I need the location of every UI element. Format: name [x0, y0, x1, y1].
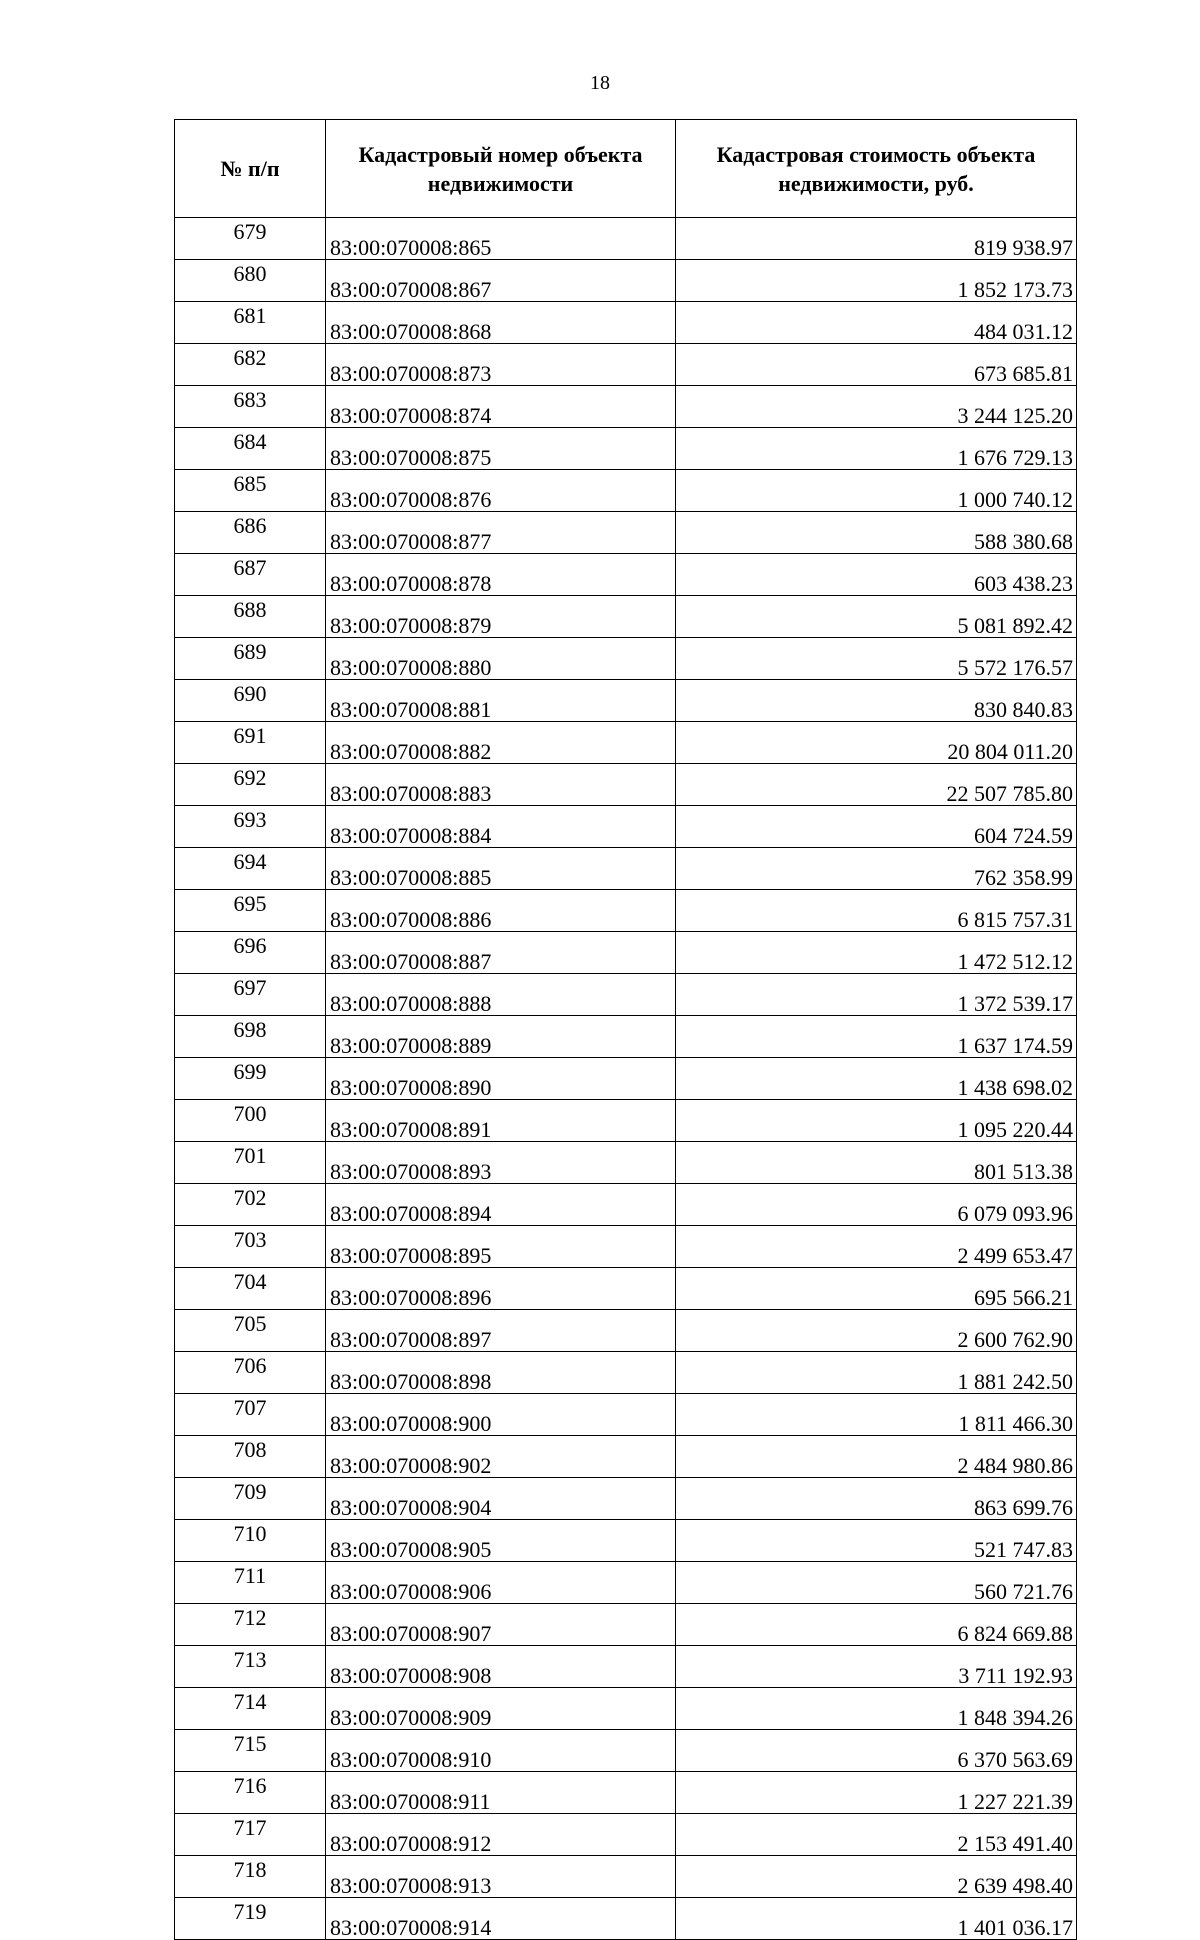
cadastral-value-cell: 1 811 466.30: [676, 1394, 1077, 1436]
table-row: [175, 1478, 1077, 1520]
cadastral-value-cell: 560 721.76: [676, 1562, 1077, 1604]
table-row: [175, 344, 1077, 386]
cadastral-number-cell: 83:00:070008:884: [326, 806, 676, 848]
cadastral-number-cell: 83:00:070008:881: [326, 680, 676, 722]
cadastral-value-cell: 2 484 980.86: [676, 1436, 1077, 1478]
cadastral-number-cell: 83:00:070008:868: [326, 302, 676, 344]
row-number-cell: 692: [175, 764, 326, 806]
row-number-cell: 702: [175, 1184, 326, 1226]
table-row: [175, 218, 1077, 260]
cadastral-value-cell: 5 081 892.42: [676, 596, 1077, 638]
table-row: [175, 1100, 1077, 1142]
cadastral-value-cell: 604 724.59: [676, 806, 1077, 848]
row-number-cell: 686: [175, 512, 326, 554]
header-row-number: № п/п: [175, 120, 326, 218]
cadastral-value-cell: 1 852 173.73: [676, 260, 1077, 302]
cadastral-value-table: [174, 119, 1077, 1940]
cadastral-number-cell: 83:00:070008:900: [326, 1394, 676, 1436]
table-row: [175, 1898, 1077, 1940]
row-number-cell: 685: [175, 470, 326, 512]
cadastral-number-cell: 83:00:070008:913: [326, 1856, 676, 1898]
table-row: [175, 260, 1077, 302]
cadastral-value-cell: 6 370 563.69: [676, 1730, 1077, 1772]
cadastral-value-cell: 1 676 729.13: [676, 428, 1077, 470]
cadastral-value-cell: 1 227 221.39: [676, 1772, 1077, 1814]
cadastral-number-cell: 83:00:070008:904: [326, 1478, 676, 1520]
row-number-cell: 707: [175, 1394, 326, 1436]
cadastral-value-cell: 1 848 394.26: [676, 1688, 1077, 1730]
cadastral-number-cell: 83:00:070008:893: [326, 1142, 676, 1184]
table-row: [175, 1562, 1077, 1604]
cadastral-number-cell: 83:00:070008:879: [326, 596, 676, 638]
table-row: [175, 764, 1077, 806]
table-row: [175, 722, 1077, 764]
cadastral-number-cell: 83:00:070008:891: [326, 1100, 676, 1142]
row-number-cell: 710: [175, 1520, 326, 1562]
cadastral-value-cell: 2 600 762.90: [676, 1310, 1077, 1352]
cadastral-value-cell: 830 840.83: [676, 680, 1077, 722]
cadastral-value-cell: 695 566.21: [676, 1268, 1077, 1310]
table-row: [175, 1184, 1077, 1226]
cadastral-value-cell: 588 380.68: [676, 512, 1077, 554]
cadastral-number-cell: 83:00:070008:883: [326, 764, 676, 806]
cadastral-value-cell: 603 438.23: [676, 554, 1077, 596]
cadastral-number-cell: 83:00:070008:902: [326, 1436, 676, 1478]
table-row: [175, 1520, 1077, 1562]
cadastral-value-cell: 2 639 498.40: [676, 1856, 1077, 1898]
table-row: [175, 1394, 1077, 1436]
cadastral-number-cell: 83:00:070008:910: [326, 1730, 676, 1772]
table-row: [175, 1646, 1077, 1688]
cadastral-value-cell: 1 000 740.12: [676, 470, 1077, 512]
cadastral-number-cell: 83:00:070008:875: [326, 428, 676, 470]
table-row: [175, 1142, 1077, 1184]
table-row: [175, 680, 1077, 722]
table-header-row: [175, 120, 1077, 218]
table-row: [175, 848, 1077, 890]
cadastral-number-cell: 83:00:070008:878: [326, 554, 676, 596]
cadastral-value-cell: 2 499 653.47: [676, 1226, 1077, 1268]
cadastral-number-cell: 83:00:070008:898: [326, 1352, 676, 1394]
row-number-cell: 699: [175, 1058, 326, 1100]
cadastral-value-cell: 1 438 698.02: [676, 1058, 1077, 1100]
header-cadastral-value: Кадастровая стоимость объекта недвижимости, руб.: [676, 120, 1077, 218]
cadastral-number-cell: 83:00:070008:889: [326, 1016, 676, 1058]
cadastral-value-cell: 1 472 512.12: [676, 932, 1077, 974]
row-number-cell: 708: [175, 1436, 326, 1478]
table-row: [175, 1268, 1077, 1310]
table-row: [175, 1856, 1077, 1898]
cadastral-value-cell: 762 358.99: [676, 848, 1077, 890]
row-number-cell: 704: [175, 1268, 326, 1310]
table-row: [175, 1814, 1077, 1856]
cadastral-number-cell: 83:00:070008:911: [326, 1772, 676, 1814]
cadastral-number-cell: 83:00:070008:873: [326, 344, 676, 386]
row-number-cell: 705: [175, 1310, 326, 1352]
row-number-cell: 683: [175, 386, 326, 428]
table-row: [175, 1226, 1077, 1268]
row-number-cell: 695: [175, 890, 326, 932]
cadastral-value-cell: 1 372 539.17: [676, 974, 1077, 1016]
row-number-cell: 684: [175, 428, 326, 470]
row-number-cell: 700: [175, 1100, 326, 1142]
row-number-cell: 716: [175, 1772, 326, 1814]
cadastral-number-cell: 83:00:070008:882: [326, 722, 676, 764]
row-number-cell: 711: [175, 1562, 326, 1604]
table-row: [175, 890, 1077, 932]
cadastral-number-cell: 83:00:070008:885: [326, 848, 676, 890]
table-row: [175, 302, 1077, 344]
cadastral-value-cell: 1 095 220.44: [676, 1100, 1077, 1142]
cadastral-value-cell: 3 711 192.93: [676, 1646, 1077, 1688]
row-number-cell: 717: [175, 1814, 326, 1856]
cadastral-number-cell: 83:00:070008:874: [326, 386, 676, 428]
row-number-cell: 682: [175, 344, 326, 386]
row-number-cell: 706: [175, 1352, 326, 1394]
row-number-cell: 709: [175, 1478, 326, 1520]
row-number-cell: 680: [175, 260, 326, 302]
table-row: [175, 1058, 1077, 1100]
cadastral-number-cell: 83:00:070008:877: [326, 512, 676, 554]
cadastral-value-cell: 1 637 174.59: [676, 1016, 1077, 1058]
cadastral-value-cell: 20 804 011.20: [676, 722, 1077, 764]
row-number-cell: 691: [175, 722, 326, 764]
table-row: [175, 596, 1077, 638]
table-row: [175, 386, 1077, 428]
cadastral-number-cell: 83:00:070008:887: [326, 932, 676, 974]
row-number-cell: 714: [175, 1688, 326, 1730]
cadastral-number-cell: 83:00:070008:896: [326, 1268, 676, 1310]
row-number-cell: 690: [175, 680, 326, 722]
cadastral-value-cell: 819 938.97: [676, 218, 1077, 260]
cadastral-value-cell: 5 572 176.57: [676, 638, 1077, 680]
header-cadastral-number: Кадастровый номер объекта недвижимости: [326, 120, 676, 218]
cadastral-value-cell: 3 244 125.20: [676, 386, 1077, 428]
table-row: [175, 1730, 1077, 1772]
row-number-cell: 712: [175, 1604, 326, 1646]
row-number-cell: 719: [175, 1898, 326, 1940]
table-row: [175, 1772, 1077, 1814]
row-number-cell: 687: [175, 554, 326, 596]
table-row: [175, 1352, 1077, 1394]
cadastral-number-cell: 83:00:070008:865: [326, 218, 676, 260]
cadastral-value-cell: 801 513.38: [676, 1142, 1077, 1184]
table-row: [175, 974, 1077, 1016]
cadastral-number-cell: 83:00:070008:890: [326, 1058, 676, 1100]
cadastral-value-cell: 484 031.12: [676, 302, 1077, 344]
cadastral-number-cell: 83:00:070008:886: [326, 890, 676, 932]
row-number-cell: 718: [175, 1856, 326, 1898]
row-number-cell: 694: [175, 848, 326, 890]
row-number-cell: 697: [175, 974, 326, 1016]
table-row: [175, 512, 1077, 554]
row-number-cell: 679: [175, 218, 326, 260]
table-row: [175, 1688, 1077, 1730]
cadastral-value-cell: 863 699.76: [676, 1478, 1077, 1520]
cadastral-number-cell: 83:00:070008:876: [326, 470, 676, 512]
cadastral-number-cell: 83:00:070008:912: [326, 1814, 676, 1856]
row-number-cell: 693: [175, 806, 326, 848]
table-row: [175, 554, 1077, 596]
row-number-cell: 698: [175, 1016, 326, 1058]
cadastral-number-cell: 83:00:070008:880: [326, 638, 676, 680]
row-number-cell: 703: [175, 1226, 326, 1268]
table-row: [175, 1310, 1077, 1352]
cadastral-value-cell: 673 685.81: [676, 344, 1077, 386]
cadastral-number-cell: 83:00:070008:897: [326, 1310, 676, 1352]
row-number-cell: 715: [175, 1730, 326, 1772]
table-row: [175, 806, 1077, 848]
cadastral-number-cell: 83:00:070008:895: [326, 1226, 676, 1268]
cadastral-number-cell: 83:00:070008:894: [326, 1184, 676, 1226]
row-number-cell: 701: [175, 1142, 326, 1184]
cadastral-number-cell: 83:00:070008:908: [326, 1646, 676, 1688]
row-number-cell: 689: [175, 638, 326, 680]
cadastral-number-cell: 83:00:070008:914: [326, 1898, 676, 1940]
cadastral-value-cell: 1 881 242.50: [676, 1352, 1077, 1394]
row-number-cell: 681: [175, 302, 326, 344]
row-number-cell: 713: [175, 1646, 326, 1688]
cadastral-number-cell: 83:00:070008:888: [326, 974, 676, 1016]
cadastral-value-cell: 6 824 669.88: [676, 1604, 1077, 1646]
table-row: [175, 1016, 1077, 1058]
row-number-cell: 696: [175, 932, 326, 974]
table-row: [175, 1604, 1077, 1646]
cadastral-number-cell: 83:00:070008:867: [326, 260, 676, 302]
page-number: 18: [590, 72, 610, 94]
cadastral-value-cell: 6 079 093.96: [676, 1184, 1077, 1226]
table-row: [175, 1436, 1077, 1478]
cadastral-value-cell: 22 507 785.80: [676, 764, 1077, 806]
cadastral-number-cell: 83:00:070008:907: [326, 1604, 676, 1646]
cadastral-number-cell: 83:00:070008:909: [326, 1688, 676, 1730]
table-row: [175, 428, 1077, 470]
table-body: [175, 218, 1077, 1940]
cadastral-number-cell: 83:00:070008:905: [326, 1520, 676, 1562]
table-row: [175, 470, 1077, 512]
table-row: [175, 638, 1077, 680]
cadastral-number-cell: 83:00:070008:906: [326, 1562, 676, 1604]
table-row: [175, 932, 1077, 974]
cadastral-value-cell: 2 153 491.40: [676, 1814, 1077, 1856]
cadastral-value-cell: 521 747.83: [676, 1520, 1077, 1562]
cadastral-value-cell: 1 401 036.17: [676, 1898, 1077, 1940]
cadastral-value-cell: 6 815 757.31: [676, 890, 1077, 932]
row-number-cell: 688: [175, 596, 326, 638]
